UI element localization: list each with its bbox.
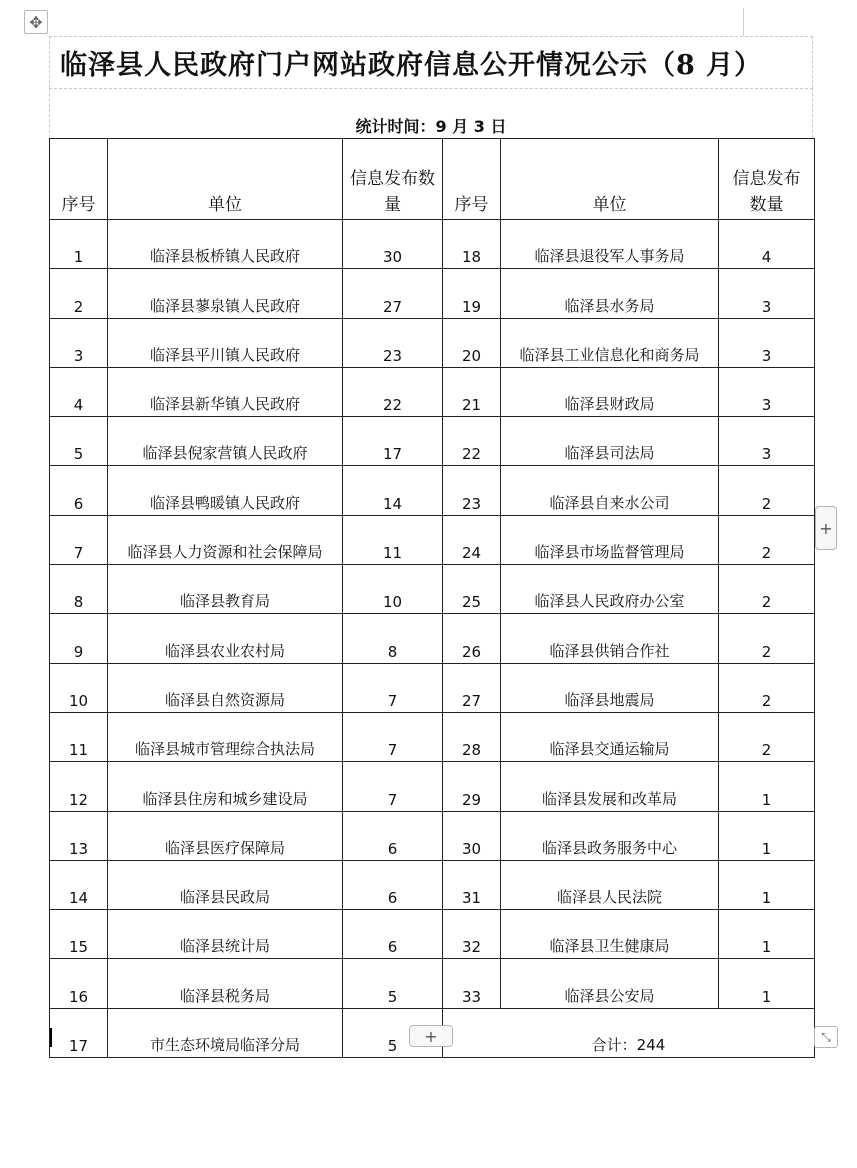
- cell-count[interactable]: 5: [343, 959, 443, 1008]
- header-seq[interactable]: 序号: [50, 139, 108, 220]
- resize-icon: ⤡: [821, 1029, 831, 1044]
- cell-unit[interactable]: 临泽县住房和城乡建设局: [108, 762, 343, 811]
- cell-count-2[interactable]: 3: [719, 367, 815, 416]
- cell-seq[interactable]: 17: [50, 1008, 108, 1057]
- cell-count-2[interactable]: 1: [719, 811, 815, 860]
- table-move-handle[interactable]: [24, 10, 48, 34]
- move-icon: ✥: [29, 12, 43, 32]
- cell-seq-2[interactable]: 18: [443, 220, 501, 269]
- add-column-button[interactable]: [815, 506, 837, 550]
- cell-seq-2[interactable]: 20: [443, 318, 501, 367]
- cell-unit[interactable]: 临泽县板桥镇人民政府: [108, 220, 343, 269]
- cell-count-2[interactable]: 2: [719, 614, 815, 663]
- table-row: [50, 910, 815, 959]
- cell-seq-2[interactable]: 21: [443, 367, 501, 416]
- table-row: [50, 959, 815, 1008]
- table-row: [50, 663, 815, 712]
- cell-total[interactable]: 合计：244: [443, 1008, 815, 1057]
- cell-count-2[interactable]: 3: [719, 269, 815, 318]
- header-count-2[interactable]: [719, 139, 815, 220]
- cell-count[interactable]: 5: [343, 1008, 443, 1057]
- cell-unit-2[interactable]: 临泽县供销合作社: [501, 614, 719, 663]
- table-row: [50, 417, 815, 466]
- cell-seq-2[interactable]: 29: [443, 762, 501, 811]
- cell-seq[interactable]: 15: [50, 910, 108, 959]
- cell-count-2[interactable]: 2: [719, 712, 815, 761]
- cell-seq-2[interactable]: 26: [443, 614, 501, 663]
- header-seq-2[interactable]: 序号: [443, 139, 501, 220]
- cell-seq[interactable]: 16: [50, 959, 108, 1008]
- cell-count[interactable]: 7: [343, 712, 443, 761]
- cell-seq[interactable]: 9: [50, 614, 108, 663]
- cell-seq-2[interactable]: 33: [443, 959, 501, 1008]
- cell-count[interactable]: 30: [343, 220, 443, 269]
- cell-seq[interactable]: 11: [50, 712, 108, 761]
- cell-unit[interactable]: 临泽县农业农村局: [108, 614, 343, 663]
- cell-count[interactable]: 17: [343, 417, 443, 466]
- cell-unit[interactable]: 临泽县人力资源和社会保障局: [108, 515, 343, 564]
- cell-count-2[interactable]: 2: [719, 466, 815, 515]
- cell-count-2[interactable]: 4: [719, 220, 815, 269]
- cell-count[interactable]: 6: [343, 910, 443, 959]
- cell-unit-2[interactable]: 临泽县发展和改革局: [501, 762, 719, 811]
- cell-seq[interactable]: 8: [50, 565, 108, 614]
- margin-guide: [743, 8, 744, 36]
- cell-seq[interactable]: 13: [50, 811, 108, 860]
- cell-unit-2[interactable]: 临泽县自来水公司: [501, 466, 719, 515]
- cell-count[interactable]: 11: [343, 515, 443, 564]
- table-row: [50, 614, 815, 663]
- cell-seq-2[interactable]: 32: [443, 910, 501, 959]
- cell-unit[interactable]: 临泽县蓼泉镇人民政府: [108, 269, 343, 318]
- cell-count-2[interactable]: 2: [719, 663, 815, 712]
- table-row: [50, 565, 815, 614]
- disclosure-table: [49, 138, 815, 1058]
- table-row: [50, 318, 815, 367]
- cell-seq[interactable]: 7: [50, 515, 108, 564]
- cell-seq-2[interactable]: 25: [443, 565, 501, 614]
- cell-count[interactable]: 27: [343, 269, 443, 318]
- cell-unit-2[interactable]: 临泽县财政局: [501, 367, 719, 416]
- cell-seq[interactable]: 10: [50, 663, 108, 712]
- header-unit-2[interactable]: 单位: [501, 139, 719, 220]
- add-row-button[interactable]: [409, 1025, 453, 1047]
- cell-unit[interactable]: 临泽县新华镇人民政府: [108, 367, 343, 416]
- cell-count[interactable]: 7: [343, 663, 443, 712]
- header-unit[interactable]: 单位: [108, 139, 343, 220]
- title-cell[interactable]: [49, 36, 813, 88]
- plus-icon: +: [819, 518, 833, 538]
- table-resize-handle[interactable]: [814, 1026, 838, 1048]
- cell-count[interactable]: 14: [343, 466, 443, 515]
- cell-seq[interactable]: 12: [50, 762, 108, 811]
- table-row: [50, 762, 815, 811]
- cell-unit-2[interactable]: 临泽县水务局: [501, 269, 719, 318]
- header-count-2-label: 信息发布数量: [732, 169, 801, 215]
- cell-unit-2[interactable]: 临泽县卫生健康局: [501, 910, 719, 959]
- statistics-date: 统计时间：9 月 3 日: [355, 117, 507, 136]
- cell-seq-2[interactable]: 31: [443, 860, 501, 909]
- table-row: [50, 269, 815, 318]
- cell-unit[interactable]: 临泽县医疗保障局: [108, 811, 343, 860]
- table-row: [50, 515, 815, 564]
- table-row: [50, 860, 815, 909]
- cell-count[interactable]: 6: [343, 860, 443, 909]
- cell-seq[interactable]: 1: [50, 220, 108, 269]
- cell-seq[interactable]: 6: [50, 466, 108, 515]
- cell-seq-2[interactable]: 19: [443, 269, 501, 318]
- cell-count[interactable]: 22: [343, 367, 443, 416]
- cell-count[interactable]: 10: [343, 565, 443, 614]
- cell-unit[interactable]: 市生态环境局临泽分局: [108, 1008, 343, 1057]
- cell-unit[interactable]: 临泽县自然资源局: [108, 663, 343, 712]
- cell-unit-2[interactable]: 临泽县工业信息化和商务局: [501, 318, 719, 367]
- text-cursor: [50, 1028, 52, 1047]
- cell-unit-2[interactable]: 临泽县政务服务中心: [501, 811, 719, 860]
- cell-unit[interactable]: 临泽县教育局: [108, 565, 343, 614]
- cell-unit-2[interactable]: 临泽县市场监督管理局: [501, 515, 719, 564]
- cell-count-2[interactable]: 2: [719, 565, 815, 614]
- document-title: 临泽县人民政府门户网站政府信息公开情况公示（8 月）: [60, 50, 763, 81]
- header-count[interactable]: [343, 139, 443, 220]
- cell-count[interactable]: 6: [343, 811, 443, 860]
- cell-unit-2[interactable]: 临泽县人民政府办公室: [501, 565, 719, 614]
- cell-count-2[interactable]: 2: [719, 515, 815, 564]
- cell-unit[interactable]: 临泽县统计局: [108, 910, 343, 959]
- cell-seq[interactable]: 5: [50, 417, 108, 466]
- cell-unit-2[interactable]: 临泽县司法局: [501, 417, 719, 466]
- cell-seq-2[interactable]: 27: [443, 663, 501, 712]
- cell-unit[interactable]: 临泽县民政局: [108, 860, 343, 909]
- cell-count[interactable]: 23: [343, 318, 443, 367]
- cell-unit[interactable]: 临泽县城市管理综合执法局: [108, 712, 343, 761]
- cell-unit-2[interactable]: 临泽县交通运输局: [501, 712, 719, 761]
- cell-unit-2[interactable]: 临泽县公安局: [501, 959, 719, 1008]
- cell-seq-2[interactable]: 22: [443, 417, 501, 466]
- cell-seq-2[interactable]: 23: [443, 466, 501, 515]
- cell-seq[interactable]: 4: [50, 367, 108, 416]
- cell-unit[interactable]: 临泽县税务局: [108, 959, 343, 1008]
- cell-count-2[interactable]: 1: [719, 860, 815, 909]
- header-count-label: 信息发布数量: [350, 169, 435, 215]
- cell-count[interactable]: 8: [343, 614, 443, 663]
- cell-count-2[interactable]: 1: [719, 762, 815, 811]
- cell-seq[interactable]: 2: [50, 269, 108, 318]
- cell-seq-2[interactable]: 30: [443, 811, 501, 860]
- cell-count-2[interactable]: 1: [719, 959, 815, 1008]
- cell-unit-2[interactable]: 临泽县人民法院: [501, 860, 719, 909]
- cell-count-2[interactable]: 1: [719, 910, 815, 959]
- cell-unit[interactable]: 临泽县平川镇人民政府: [108, 318, 343, 367]
- cell-unit[interactable]: 临泽县鸭暖镇人民政府: [108, 466, 343, 515]
- subtitle-cell[interactable]: [49, 88, 813, 138]
- cell-count-2[interactable]: 3: [719, 318, 815, 367]
- table-row: [50, 811, 815, 860]
- cell-count[interactable]: 7: [343, 762, 443, 811]
- cell-count-2[interactable]: 3: [719, 417, 815, 466]
- table-row: [50, 712, 815, 761]
- cell-seq-2[interactable]: 24: [443, 515, 501, 564]
- cell-seq-2[interactable]: 28: [443, 712, 501, 761]
- table-row: [50, 367, 815, 416]
- cell-seq[interactable]: 14: [50, 860, 108, 909]
- cell-seq[interactable]: 3: [50, 318, 108, 367]
- table-row: [50, 220, 815, 269]
- cell-unit-2[interactable]: 临泽县退役军人事务局: [501, 220, 719, 269]
- cell-unit[interactable]: 临泽县倪家营镇人民政府: [108, 417, 343, 466]
- cell-unit-2[interactable]: 临泽县地震局: [501, 663, 719, 712]
- table-row: [50, 466, 815, 515]
- plus-icon: +: [424, 1026, 438, 1046]
- table-header-row: [50, 139, 815, 220]
